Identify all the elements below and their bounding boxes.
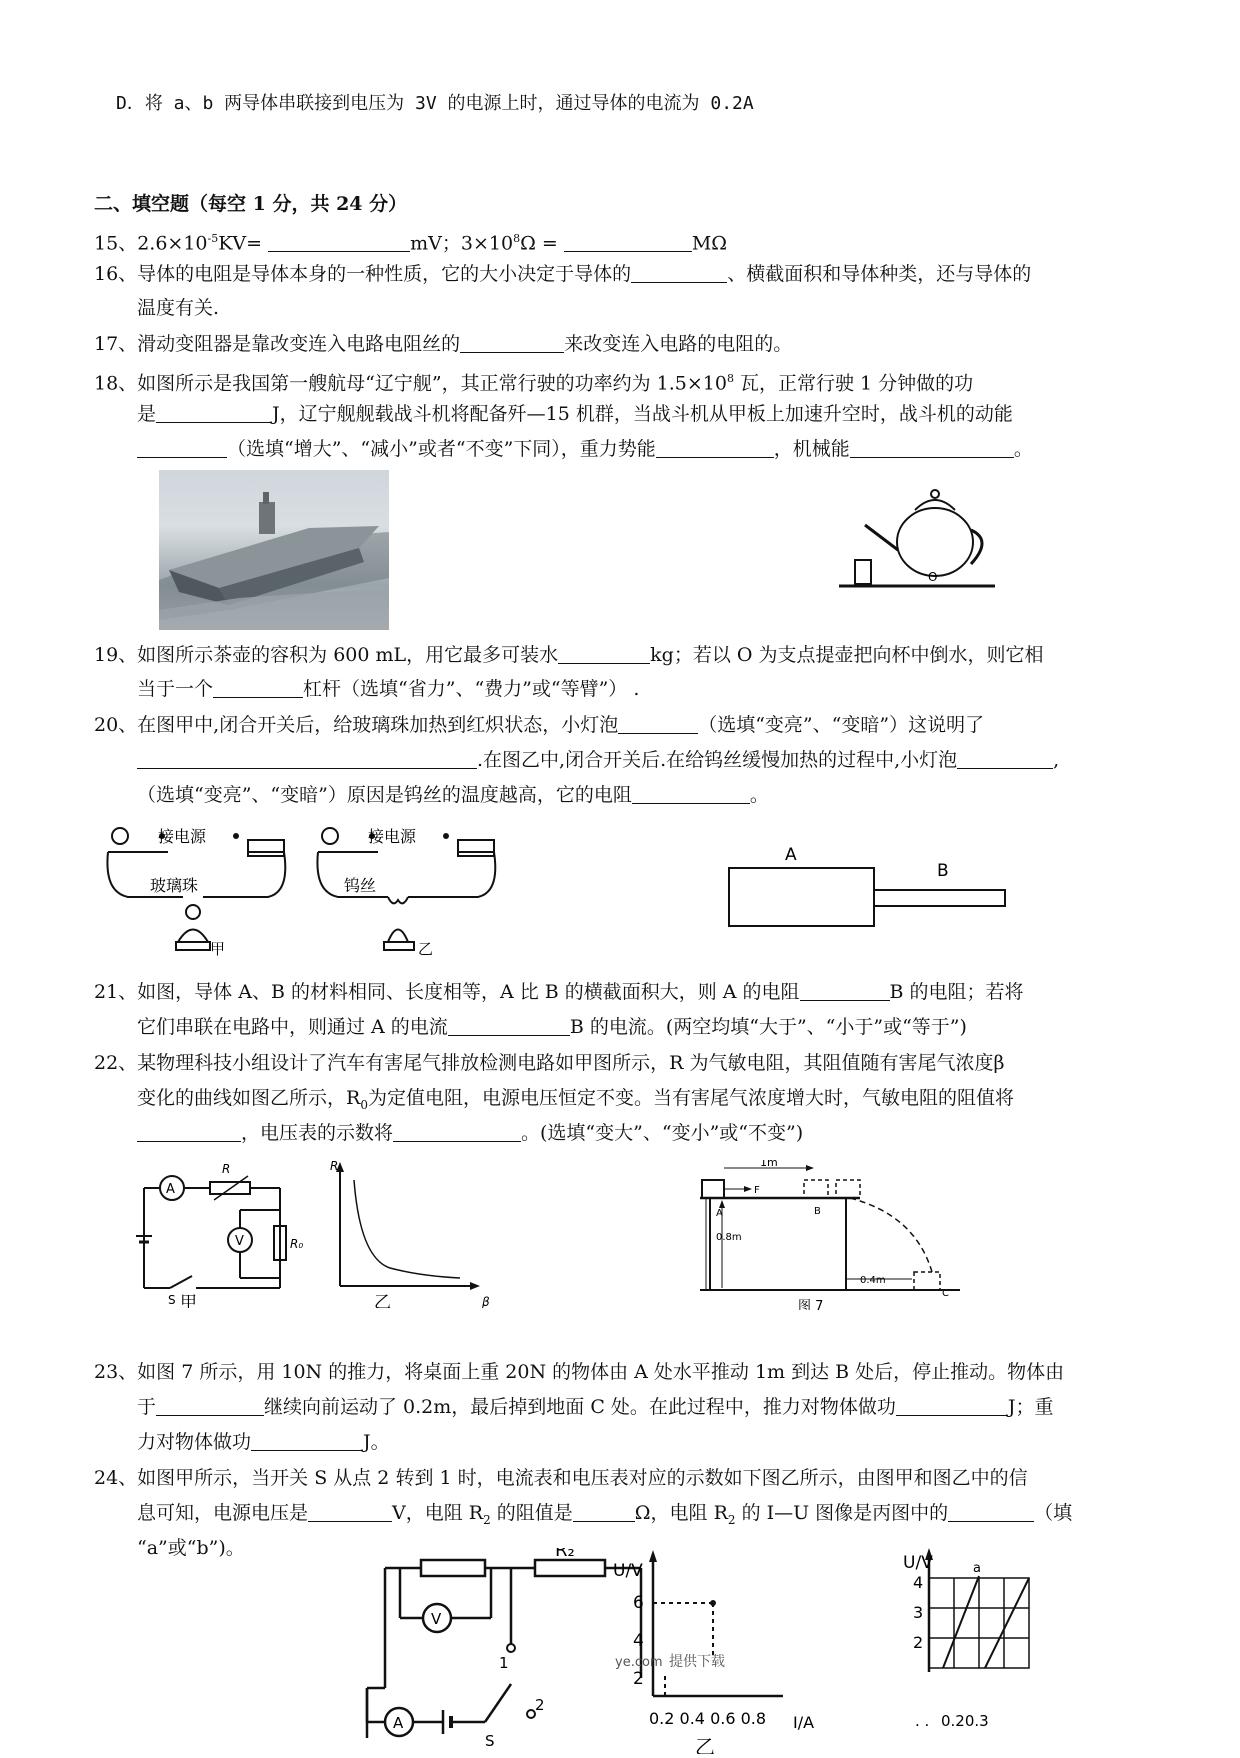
q23-line2 bbox=[137, 1395, 1054, 1419]
figure-20 bbox=[98, 812, 528, 966]
q16-line1a: 16、导体的电阻是导体本身的一种性质，它的大小决定于导体的 bbox=[94, 263, 632, 285]
x-ticks: 0.2 0.4 0.6 0.8 bbox=[649, 1709, 767, 1728]
answer-blank[interactable] bbox=[800, 982, 890, 1001]
q20-line3 bbox=[137, 783, 769, 807]
answer-blank[interactable] bbox=[632, 785, 750, 804]
answer-blank[interactable] bbox=[896, 1397, 1008, 1416]
q24-line2c: 的阻值是 bbox=[490, 1502, 573, 1524]
x-ticks: . . bbox=[915, 1712, 930, 1730]
q24-line2d: Ω，电阻 R bbox=[634, 1502, 728, 1524]
question-24: 24、如图甲所示，当开关 S 从点 2 转到 1 时，电流表和电压表对应的示数如下图乙所示，由图甲和图乙中的信 bbox=[94, 1467, 1028, 1489]
q20-line1b: （选填“变亮”、“变暗”）这说明了 bbox=[698, 714, 985, 736]
line-b bbox=[985, 1578, 1029, 1668]
q15-t3: Ω = bbox=[520, 232, 558, 255]
axis-uv-label: U/V bbox=[903, 1553, 933, 1573]
force-label: F bbox=[754, 1185, 760, 1196]
x-ticks: 0.20.3 bbox=[941, 1712, 989, 1730]
q15-t1b: KV= bbox=[218, 232, 263, 255]
horizontal-distance-label: 0.4m bbox=[860, 1275, 886, 1286]
section-title: 二、填空题（每空 1 分，共 24 分） bbox=[94, 193, 408, 215]
q21-line2 bbox=[137, 1015, 967, 1039]
answer-blank[interactable] bbox=[460, 334, 564, 353]
q24-line3: “a”或“b”)。 bbox=[137, 1537, 245, 1559]
answer-blank[interactable] bbox=[156, 1397, 264, 1416]
conductor-a-label: A bbox=[785, 845, 797, 865]
q23-line2b: 继续向前运动了 0.2m，最后掉到地面 C 处。在此过程中，推力对物体做功 bbox=[264, 1396, 896, 1418]
conductor-b bbox=[874, 890, 1005, 906]
q20-line2a: .在图乙中,闭合开关后.在给钨丝缓慢加热的过程中,小灯泡 bbox=[477, 749, 958, 771]
answer-blank[interactable] bbox=[573, 1503, 635, 1522]
axis-ia-label: I/A bbox=[793, 1713, 815, 1732]
q18-line1a: 18、如图所示是我国第一艘航母“辽宁舰”，其正常行驶的功率约为 1.5×10 bbox=[94, 372, 727, 395]
y-tick-6: 6 bbox=[633, 1593, 644, 1613]
voltmeter-label: V bbox=[431, 1610, 442, 1628]
q17-b: 来改变连入电路的电阻的。 bbox=[564, 333, 793, 355]
q18-line2a: 是 bbox=[137, 403, 157, 425]
answer-blank[interactable] bbox=[251, 1432, 363, 1451]
q16-line1b: 、横截面积和导体种类，还与导体的 bbox=[727, 263, 1032, 285]
answer-blank[interactable] bbox=[656, 439, 774, 458]
question-15 bbox=[94, 227, 727, 255]
point-a-label: A bbox=[716, 1208, 723, 1219]
label-jia: 甲 bbox=[210, 940, 226, 958]
contact-1-label: 1 bbox=[499, 1654, 509, 1672]
q15-num: 15、 bbox=[94, 232, 138, 255]
answer-blank[interactable] bbox=[631, 264, 727, 283]
q21-line2b: B 的电流。(两空均填“大于”、“小于”或“等于”) bbox=[569, 1016, 967, 1038]
ammeter-label: A bbox=[393, 1714, 404, 1732]
q24-line2a: 息可知，电源电压是 bbox=[137, 1502, 309, 1524]
question-16 bbox=[94, 262, 1031, 286]
axis-r-label: R bbox=[330, 1159, 339, 1173]
figure-23 bbox=[700, 1160, 980, 1314]
glass-bead-label: 玻璃珠 bbox=[150, 876, 199, 895]
q24-line2 bbox=[137, 1501, 1072, 1532]
contact-2-label: 2 bbox=[535, 1696, 545, 1714]
q17-a: 17、滑动变阻器是靠改变连入电路电阻丝的 bbox=[94, 333, 461, 355]
tungsten-label: 钨丝 bbox=[344, 876, 377, 895]
q15-t2: mV；3×10 bbox=[410, 232, 514, 255]
figure-20-yi bbox=[317, 827, 495, 958]
q19-line2a: 当于一个 bbox=[137, 678, 214, 700]
y-tick-3: 3 bbox=[913, 1603, 924, 1622]
q22-sub: 0 bbox=[360, 1097, 368, 1112]
conductor-a bbox=[729, 868, 874, 926]
question-17 bbox=[94, 332, 792, 356]
answer-blank[interactable] bbox=[156, 404, 272, 423]
question-22: 22、某物理科技小组设计了汽车有害尾气排放检测电路如甲图所示，R 为气敏电阻，其阻值随有害尾气浓度β bbox=[94, 1052, 1005, 1074]
q19-line2b: 杠杆（选填“省力”、“费力”或“等臂”） . bbox=[303, 678, 640, 700]
q22-line2a: 变化的曲线如图乙所示，R bbox=[137, 1087, 361, 1109]
q19-line1b: kg；若以 O 为支点提壶把向杯中倒水，则它相 bbox=[650, 644, 1044, 666]
figure-22-yi-curve bbox=[330, 1159, 490, 1308]
q22-line2 bbox=[137, 1086, 1014, 1117]
q16-line2: 温度有关. bbox=[137, 297, 220, 319]
q21-line1a: 21、如图，导体 A、B 的材料相同、长度相等，A 比 B 的横截面积大，则 A 的电阻 bbox=[94, 981, 800, 1003]
q24-sub2: 2 bbox=[727, 1512, 736, 1527]
y-tick-4: 4 bbox=[913, 1573, 924, 1592]
q23-line2a: 于 bbox=[137, 1396, 157, 1418]
q24-line2b: V，电阻 R bbox=[392, 1502, 484, 1524]
q18-line3b: ，机械能 bbox=[773, 438, 850, 460]
answer-blank[interactable] bbox=[137, 1123, 241, 1142]
q22-line2b: 为定值电阻，电源电压恒定不变。当有害尾气浓度增大时，气敏电阻的阻值将 bbox=[367, 1087, 1014, 1109]
point-b-label: B bbox=[814, 1206, 821, 1217]
answer-blank[interactable] bbox=[558, 645, 650, 664]
q15-exp1: -5 bbox=[207, 232, 219, 245]
q18-line3c: 。 bbox=[1013, 438, 1033, 460]
watermark-text: ye.com bbox=[615, 1655, 663, 1670]
power-label: 接电源 bbox=[158, 827, 207, 846]
q23-line3b: J。 bbox=[363, 1431, 390, 1453]
label-yi: 乙 bbox=[374, 1293, 391, 1308]
answer-blank[interactable] bbox=[618, 715, 698, 734]
q22-line3b: 。(选填“变大”、“变小”或“不变”) bbox=[521, 1122, 804, 1144]
answer-blank[interactable] bbox=[308, 1503, 392, 1522]
answer-blank[interactable] bbox=[957, 750, 1053, 769]
figure-22-jia-circuit bbox=[136, 1162, 303, 1308]
y-tick-2: 2 bbox=[913, 1633, 924, 1652]
q15-t4: MΩ bbox=[691, 232, 728, 255]
q15-exp2: 8 bbox=[513, 232, 521, 245]
q24-sub1: 2 bbox=[483, 1512, 491, 1527]
answer-blank[interactable] bbox=[564, 233, 692, 252]
teapot-figure bbox=[835, 480, 1005, 596]
answer-blank[interactable] bbox=[948, 1503, 1034, 1522]
question-18 bbox=[94, 367, 973, 395]
q20-line1a: 20、在图甲中,闭合开关后，给玻璃珠加热到红炽状态，小灯泡 bbox=[94, 714, 619, 736]
q18-exp: 8 bbox=[726, 372, 734, 385]
answer-blank[interactable] bbox=[137, 750, 477, 769]
r2-label: R₂ bbox=[555, 1548, 575, 1561]
question-21 bbox=[94, 980, 1024, 1004]
answer-blank[interactable] bbox=[448, 1017, 570, 1036]
q18-line2 bbox=[137, 402, 1013, 426]
answer-blank[interactable] bbox=[137, 439, 227, 458]
q18-line3 bbox=[137, 437, 1033, 461]
q14-option-d: D．将 a、b 两导体串联接到电压为 3V 的电源上时，通过导体的电流为 0.2A bbox=[116, 93, 754, 114]
q20-line2b: , bbox=[1053, 749, 1060, 771]
y-tick-4: 4 bbox=[633, 1631, 644, 1651]
q18-line2b: J，辽宁舰舰载战斗机将配备歼—15 机群，当战斗机从甲板上加速升空时，战斗机的动能 bbox=[272, 403, 1013, 425]
r0-label: R₀ bbox=[290, 1237, 304, 1251]
label-yi: 乙 bbox=[695, 1735, 715, 1754]
label-jia: 甲 bbox=[180, 1293, 197, 1308]
q19-line2 bbox=[137, 677, 639, 701]
answer-blank[interactable] bbox=[268, 233, 410, 252]
line-a-label: a bbox=[973, 1561, 981, 1576]
q23-line3 bbox=[137, 1430, 390, 1454]
q22-line3a: ，电压表的示数将 bbox=[241, 1122, 394, 1144]
figure-caption: 图 7 bbox=[798, 1299, 824, 1310]
figure-22 bbox=[130, 1158, 490, 1312]
switch-label: S bbox=[485, 1732, 495, 1750]
watermark-text: 提供下载 bbox=[669, 1654, 725, 1670]
q20-line3a: （选填“变亮”、“变暗”）原因是钨丝的温度越高，它的电阻 bbox=[137, 784, 632, 806]
q21-line2a: 它们串联在电路中，则通过 A 的电流 bbox=[137, 1016, 448, 1038]
switch-label: S bbox=[168, 1293, 176, 1307]
gas-resistor-label: R bbox=[222, 1162, 231, 1176]
label-yi: 乙 bbox=[418, 940, 434, 958]
question-23: 23、如图 7 所示，用 10N 的推力，将桌面上重 20N 的物体由 A 处水平推动 1m 到达 B 处后，停止推动。物体由 bbox=[94, 1361, 1065, 1383]
q15-t1a: 2.6×10 bbox=[137, 232, 208, 255]
voltmeter-label: V bbox=[235, 1234, 244, 1249]
q24-line2e: 的 I—U 图像是丙图中的 bbox=[735, 1502, 949, 1524]
answer-blank[interactable] bbox=[393, 1123, 521, 1142]
q18-line1b: 瓦，正常行驶 1 分钟做的功 bbox=[733, 372, 974, 395]
svg-text:O: O bbox=[928, 570, 938, 584]
line-a bbox=[943, 1576, 979, 1668]
distance-label: 1m bbox=[760, 1160, 778, 1169]
aircraft-carrier-photo bbox=[159, 470, 389, 630]
q22-line3 bbox=[137, 1121, 803, 1145]
q20-line3b: 。 bbox=[749, 784, 769, 806]
answer-blank[interactable] bbox=[850, 439, 1014, 458]
y-tick-2: 2 bbox=[633, 1669, 644, 1689]
axis-beta-label: β bbox=[482, 1295, 490, 1308]
ammeter-label: A bbox=[166, 1182, 175, 1197]
q18-line3a: （选填“增大”、“减小”或者“不变”下同），重力势能 bbox=[227, 438, 656, 460]
figure-24-circuit bbox=[359, 1548, 641, 1688]
question-20 bbox=[94, 713, 984, 737]
figure-20-jia bbox=[107, 827, 285, 958]
q19-line1a: 19、如图所示茶壶的容积为 600 mL，用它最多可装水 bbox=[94, 644, 559, 666]
q21-line1b: B 的电阻；若将 bbox=[889, 981, 1024, 1003]
q23-line2c: J；重 bbox=[1007, 1396, 1054, 1418]
power-label: 接电源 bbox=[368, 827, 417, 846]
resistance-curve bbox=[354, 1180, 460, 1278]
height-label: 0.8m bbox=[716, 1232, 742, 1243]
answer-blank[interactable] bbox=[213, 679, 303, 698]
q20-line2 bbox=[137, 748, 1059, 772]
q23-line3a: 力对物体做功 bbox=[137, 1431, 252, 1453]
figure-24-circuit-lower-overlay bbox=[355, 1680, 625, 1754]
conductor-b-label: B bbox=[937, 861, 949, 881]
figure-21 bbox=[725, 838, 1025, 942]
point-c-label: C bbox=[942, 1288, 949, 1299]
q24-line2f: （填 bbox=[1034, 1502, 1073, 1524]
axis-uv-label: U/V bbox=[613, 1561, 643, 1581]
question-19 bbox=[94, 643, 1044, 667]
figure-24-graph-bing bbox=[903, 1548, 1029, 1730]
figure-24-graph-yi bbox=[613, 1550, 814, 1754]
